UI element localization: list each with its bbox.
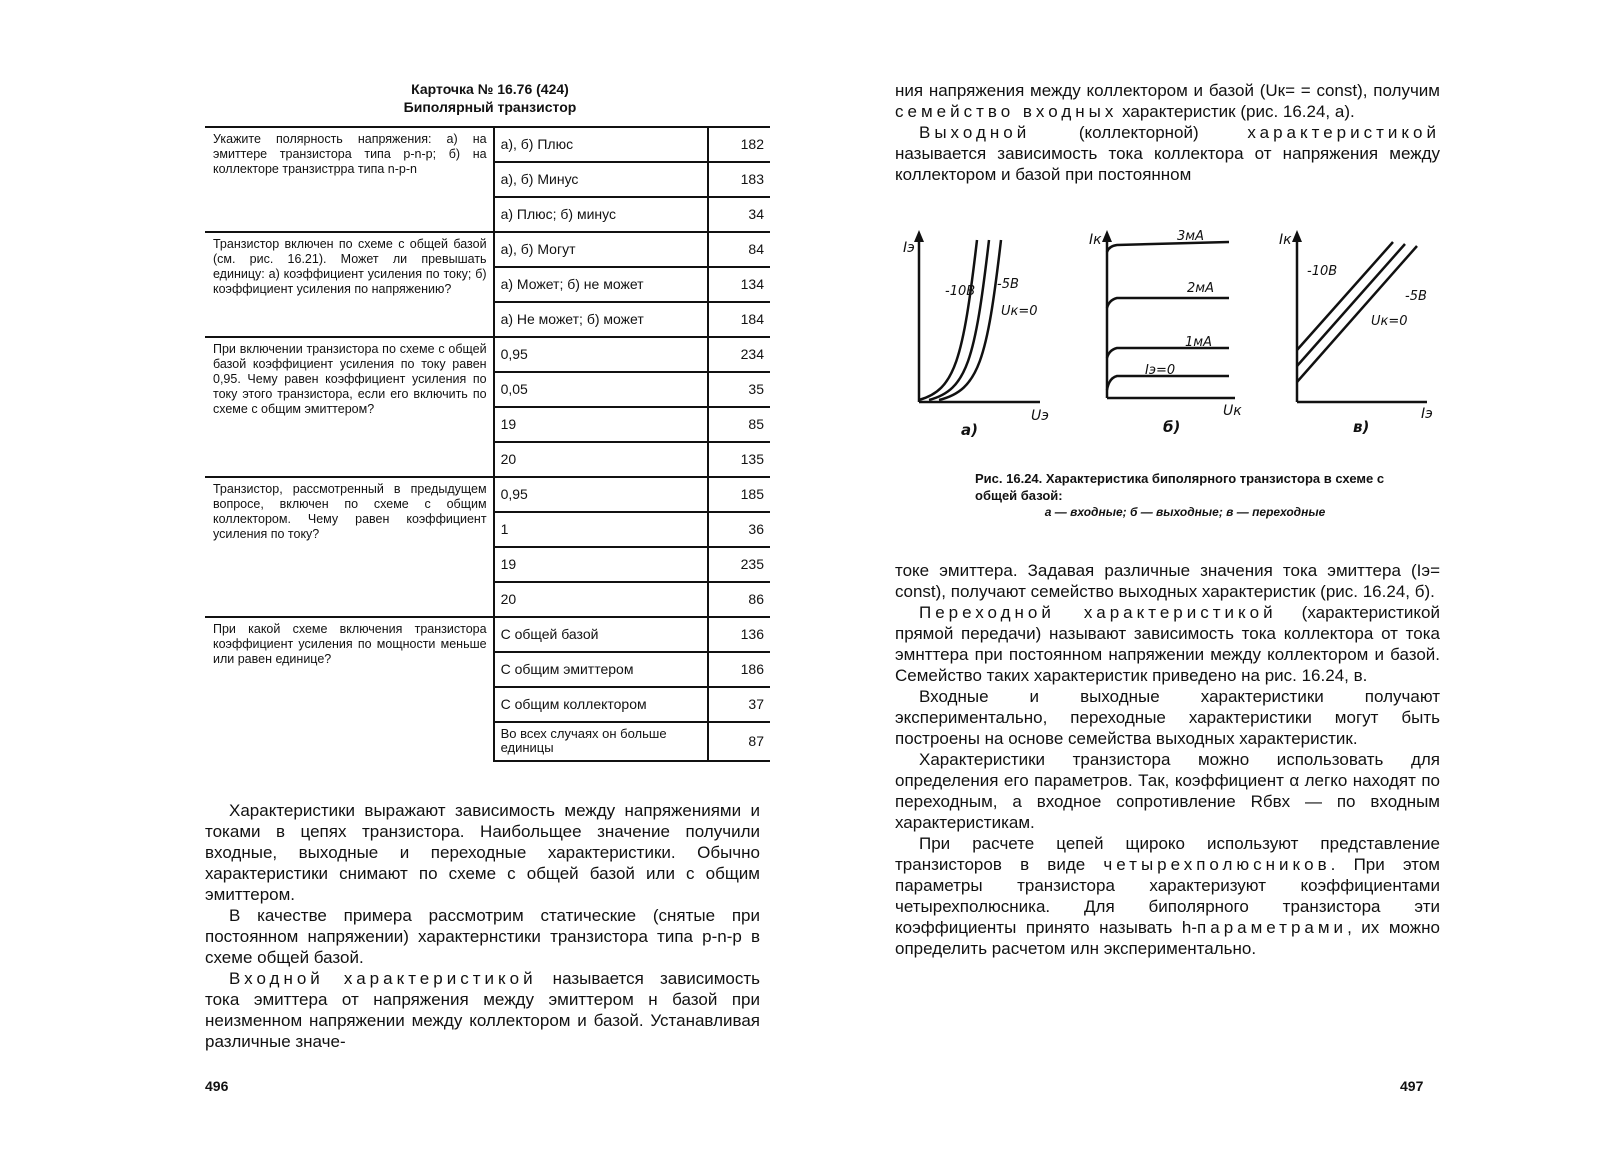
curve [1107,376,1229,390]
answer-option: 20 [494,582,709,617]
paragraph: Входные и выходные характеристики получают экспериментально, переходные характеристики могут быть построены на основе семейства выходных характеристик. [895,687,1440,748]
axis-label: Uэ [1031,408,1049,424]
graph-input-characteristics [903,230,1049,439]
card-title-block [380,80,600,116]
answer-code: 234 [708,337,770,372]
answer-option: а) Не может; б) может [494,302,709,337]
right-page [805,0,1611,1174]
figure-caption [975,470,1395,521]
question-card-table [205,126,770,762]
term: Входной характеристикой [229,969,537,988]
curve-label: Uк=0 [1371,314,1408,329]
answer-code: 135 [708,442,770,477]
page-number: 496 [205,1078,229,1094]
answer-code: 34 [708,197,770,232]
answer-code: 235 [708,547,770,582]
axis-label: Iк [1089,232,1102,248]
graph-tag: в) [1353,418,1370,436]
axis-label: Iэ [1421,406,1433,422]
curve [919,240,977,400]
curve-label: Uк=0 [1001,304,1038,319]
page-number: 497 [1400,1078,1424,1094]
answer-option: С общей базой [494,617,709,652]
arrow-icon [914,230,924,242]
paragraph: Переходной характеристикой (характеристикой прямой передачи) называют зависимость тока коллектора от тока эмнттера при постоянном напряжении между коллектором и базой. Семейство таких характеристик приведено на рис. 16.24, в. [895,603,1440,685]
arrow-icon [1102,230,1112,242]
table-row [205,617,770,652]
curve-label: -5В [997,277,1019,292]
paragraph: ния напряжения между коллектором и базой (Uк= = const), получим семейство входных характеристик (рис. 16.24, а). [895,81,1440,121]
paragraph: Входной характеристикой называется зависимость тока эмиттера от напряжения между эмиттером н базой при неизменном напряжении между коллектором и базой. Устанавливая различные значе- [205,969,761,1051]
curve [1297,244,1405,366]
answer-code: 86 [708,582,770,617]
graph-output-characteristics [1089,229,1242,436]
answer-option: 19 [494,547,709,582]
paragraph: Выходной (коллекторной) характеристикой называется зависимость тока коллектора от напряжения между коллектором и базой при постоянном [895,123,1440,184]
answer-code: 37 [708,687,770,722]
right-top-text [895,80,1440,185]
axis-label: Uк [1223,403,1242,419]
caption-title: Рис. 16.24. Характеристика биполярного транзистора в схеме с общей базой: [975,471,1385,503]
curve [1107,242,1229,252]
answer-option: а) Плюс; б) минус [494,197,709,232]
curve [939,240,1001,400]
curve [929,240,989,400]
paragraph: Характеристики транзистора можно использовать для определения его параметров. Так, коэффициент α легко находят по переходным, а входное сопротивление Rбвх — по входным характеристикам. [895,750,1440,832]
curve-label: -10В [1307,264,1338,279]
curve-label: -10В [945,284,976,299]
curve-label: Iэ=0 [1145,363,1176,378]
graph-transfer-characteristics [1279,230,1433,436]
table-row [205,232,770,267]
answer-option: а), б) Могут [494,232,709,267]
answer-code: 183 [708,162,770,197]
answer-option: а) Может; б) не может [494,267,709,302]
axis-label: Iэ [903,240,915,256]
answer-code: 84 [708,232,770,267]
question-text: Транзистор включен по схеме с общей базой (см. рис. 16.21). Может ли превышать единицу: а) коэффициент усиления по току; б) коэффициент усиления по напряжению? [205,232,494,337]
table-row [205,477,770,512]
table-row [205,127,770,162]
question-text: При включении транзистора по схеме с общей базой коэффициент усиления по току равен 0,95. Чему равен коэффициент усиления по току этого транзистора, если его включить по схеме с общим эмиттером? [205,337,494,477]
answer-option: 0,95 [494,477,709,512]
curve-label: 2мА [1187,281,1214,296]
curve [1297,242,1393,350]
caption-sub: а — входные; б — выходные; в — переходные [1044,505,1326,519]
paragraph: токе эмиттера. Задавая различные значения тока эмиттера (Iэ= const), получают семейство выходных характеристик (рис. 16.24, б). [895,561,1440,601]
graph-tag: б) [1163,418,1181,436]
answer-option: а), б) Минус [494,162,709,197]
answer-code: 185 [708,477,770,512]
answer-option: 19 [494,407,709,442]
answer-code: 35 [708,372,770,407]
table-row [205,337,770,372]
answer-code: 182 [708,127,770,162]
answer-code: 134 [708,267,770,302]
axis-label: Iк [1279,232,1292,248]
card-title: Карточка № 16.76 (424) [411,81,569,97]
answer-option: С общим коллектором [494,687,709,722]
answer-option: а), б) Плюс [494,127,709,162]
answer-option: С общим эмиттером [494,652,709,687]
answer-code: 184 [708,302,770,337]
curve-label: 3мА [1177,229,1204,244]
arrow-icon [1292,230,1302,242]
curve-label: 1мА [1185,335,1212,350]
right-body-text [895,560,1440,959]
card-subtitle: Биполярный транзистор [403,99,577,115]
answer-option: Во всех случаях он больше единицы [494,722,709,761]
answer-code: 87 [708,722,770,761]
curve [1107,298,1229,308]
answer-code: 85 [708,407,770,442]
paragraph: Характеристики выражают зависимость между напряжениями и токами в цепях транзистора. Наибольщее значение получили входные, выходные и переходные характеристики. Обычно характеристики снимают по схеме с общей базой или с общим эмиттером. [205,801,760,904]
question-text: Транзистор, рассмотренный в предыдущем вопросе, включен по схеме с общим коллектором. Чему равен коэффициент усиления по току? [205,477,494,617]
answer-option: 1 [494,512,709,547]
answer-option: 0,95 [494,337,709,372]
question-text: Укажите полярность напряжения: а) на эмиттере транзистора типа p-n-p; б) на коллекторе транзистрра типа n-p-n [205,127,494,232]
left-page [0,0,805,1174]
graph-tag: а) [961,421,978,439]
answer-code: 136 [708,617,770,652]
figure-16-24 [905,230,1465,440]
paragraph: При расчете цепей щироко используют представление транзисторов в виде четырехполюсников. При этом параметры транзистора характеризуют коэффициентами четырехполюсника. Для биполярного транзистора эти коэффициенты принято называть h-параметрами, их можно определить расчетом илн экспериментально. [895,834,1440,958]
answer-code: 186 [708,652,770,687]
paragraph: В качестве примера рассмотрим статические (снятые при постоянном напряжении) характернстики транзистора типа p-n-p в схеме общей базой. [205,906,760,967]
curve-label: -5В [1405,289,1427,304]
answer-code: 36 [708,512,770,547]
answer-option: 0,05 [494,372,709,407]
answer-option: 20 [494,442,709,477]
left-body-text [205,800,760,1052]
question-text: При какой схеме включения транзистора коэффициент усиления по мощности меньше или равен единице? [205,617,494,761]
